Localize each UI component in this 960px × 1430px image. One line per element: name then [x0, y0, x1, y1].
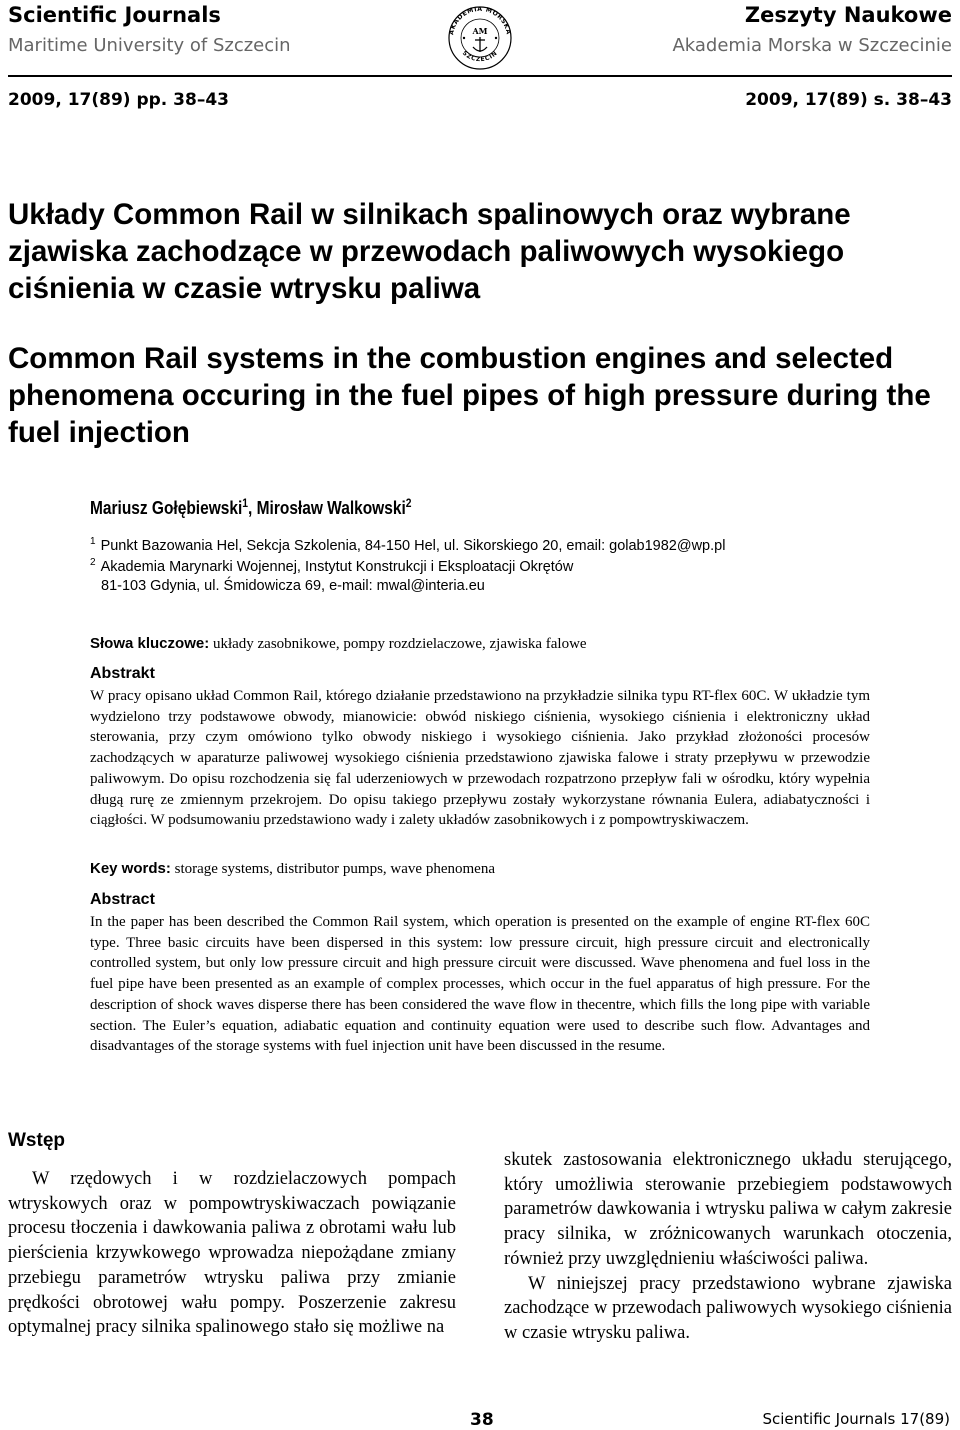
anchor-icon: [473, 37, 487, 52]
author-2: Mirosław Walkowski: [256, 498, 406, 518]
section-heading: Wstęp: [8, 1130, 65, 1151]
affiliation-1: [90, 536, 725, 554]
university-name-en: Maritime University of Szczecin: [8, 35, 291, 56]
abstract-heading-polish: Abstrakt: [90, 665, 155, 682]
paragraph: W niniejszej pracy przedstawiono wybrane zjawiska zachodzące w przewodach paliwowych wysokiego ciśnienia w czasie wtrysku paliwa.: [504, 1273, 952, 1343]
citation-pl: 2009, 17(89) s. 38–43: [745, 90, 952, 110]
logo-bottom-text: SZCZECIN: [460, 49, 500, 64]
university-logo: [443, 2, 517, 70]
logo-monogram: AM: [472, 26, 488, 36]
abstract-heading-english: Abstract: [90, 891, 155, 908]
keywords-english: [90, 860, 870, 878]
affiliation-mark: 2: [90, 557, 96, 568]
keywords-value: układy zasobnikowe, pompy rozdzielaczowe, zjawiska falowe: [212, 636, 587, 652]
paragraph: skutek zastosowania elektronicznego układu sterującego, który umożliwia sterowanie przebiegiem podstawowych parametrów dawkowania i wtrysku paliwa w całym zakresie pracy silnika, w zróżnicowanych warunkach otoczenia, również przy uwzględnieniu właściwości paliwa.: [504, 1150, 952, 1269]
authors: [90, 496, 412, 519]
author-2-mark: 2: [405, 496, 412, 510]
page-number: 38: [470, 1410, 494, 1430]
logo-top-text: AKADEMIA MORSKA: [448, 5, 512, 36]
affiliation-2: [90, 557, 573, 575]
affiliation-text: Punkt Bazowania Hel, Sekcja Szkolenia, 84-150 Hel, ul. Sikorskiego 20, email: golab1982@wp.pl: [100, 538, 726, 554]
body-column-right: [504, 1148, 952, 1346]
title-english: Common Rail systems in the combustion engines and selected phenomena occuring in the fuel pipes of high pressure during the fuel injection: [8, 342, 931, 449]
author-1-mark: 1: [242, 496, 249, 510]
abstract-english: In the paper has been described the Common Rail system, which operation is presented on the example of engine RT-flex 60C type. Three basic circuits have been dispersed in this system: low pressure circuit, high pressure circuit and electronically controlled system, but only low pressure circuit and high pressure circuit were discussed. Wave phenomena and fuel loss in the fuel pipe have been presented as an example of complex processes, which occur in the fuel apparatus of high pressure. For the description of shock waves disperse there has been considered the wave flow in thecentre, which fills the long pipe with variable section. The Euler’s equation, adiabatic equation and continuity equation were used to describe such flow. Advantages and disadvantages of the storage systems with fuel injection unit have been discussed in the resume.: [90, 914, 870, 1055]
journal-title-pl: Zeszyty Naukowe: [744, 3, 952, 27]
body-column-left: [8, 1167, 456, 1340]
keywords-value: storage systems, distributor pumps, wave phenomena: [174, 861, 495, 877]
title-polish: Układy Common Rail w silnikach spalinowych oraz wybrane zjawiska zachodzące w przewodach paliwowych wysokiego ciśnienia w czasie wtrysku paliwa: [8, 198, 851, 305]
affiliation-text: 81-103 Gdynia, ul. Śmidowicza 69, e-mail: mwal@interia.eu: [101, 578, 485, 594]
journal-title-en: Scientific Journals: [8, 3, 221, 27]
affiliation-text: Akademia Marynarki Wojennej, Instytut Konstrukcji i Eksploatacji Okrętów: [100, 559, 574, 575]
paragraph: W rzędowych i w rozdzielaczowych pompach wtryskowych oraz w pompowtryskiwaczach powiązanie procesu tłoczenia i dawkowania paliwa z obrotami wału lub pierścienia krzywkowego wprowadza niepożądane zmiany przebiegu parametrów wtrysku paliwa przy zmianie prędkości obrotowej wału pompy. Poszerzenie zakresu optymalnej pracy silnika spalinowego stało się możliwe na: [8, 1169, 456, 1338]
abstract-polish: W pracy opisano układ Common Rail, którego działanie przedstawiono na przykładzie silnika typu RT-flex 60C. W układzie tym wydzielono trzy podstawowe obwody, mianowicie: obwód niskiego ciśnienia, wysokiego ciśnienia i elektroniczny układ sterowania, przy czym omówiono tylko obwody niskiego i wysokiego ciśnienia. Jako przykład złożoności procesów zachodzących w aparaturze paliwowej wysokiego ciśnienia przedstawiono zjawiska falowe i straty przepływu w przewodzie paliwowym. Do opisu rozchodzenia się fal uderzeniowych w przewodach rozpatrzono przepływ fali w ośrodku, który wypełnia długą rurę ze zmiennym przekrojem. Do opisu takiego przepływu zostały wykorzystane równania Eulera, adiabatyczności i ciągłości. W podsumowaniu przedstawiono wady i zalety układów zasobnikowych i z pompowtryskiwaczem.: [90, 688, 870, 829]
header-rule: [8, 75, 952, 77]
keywords-label: Słowa kluczowe:: [90, 635, 210, 652]
author-1: Mariusz Gołębiewski: [90, 498, 243, 518]
keywords-label: Key words:: [90, 860, 171, 877]
citation-en: 2009, 17(89) pp. 38–43: [8, 90, 229, 110]
university-name-pl: Akademia Morska w Szczecinie: [672, 35, 952, 56]
keywords-polish: [90, 635, 870, 653]
affiliation-2-address: [101, 578, 485, 594]
affiliation-mark: 1: [90, 536, 96, 547]
footer-journal: Scientific Journals 17(89): [762, 1410, 950, 1428]
author-separator: ,: [248, 498, 257, 518]
